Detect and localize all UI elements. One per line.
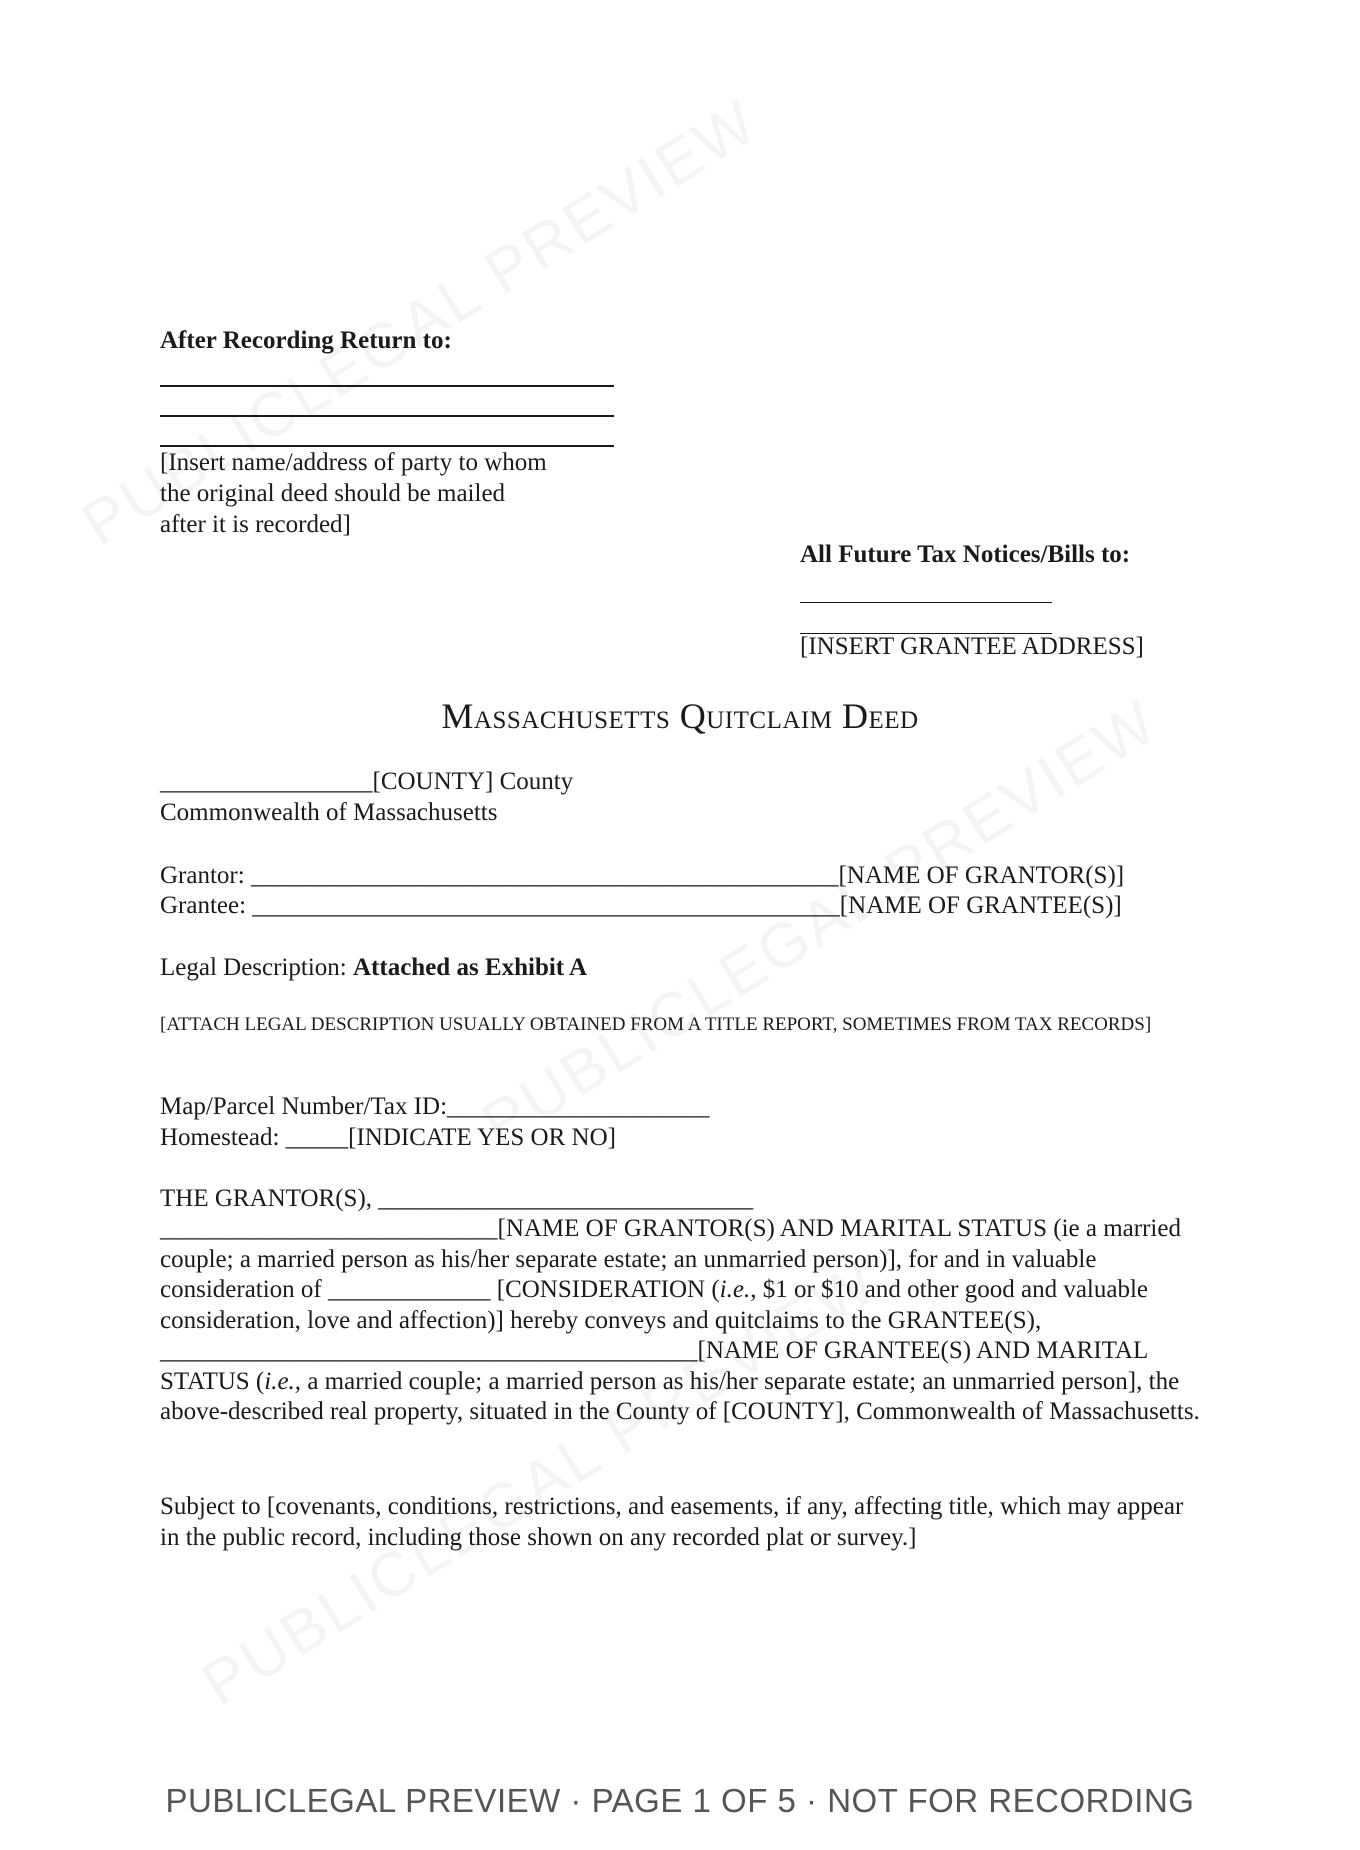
blank-line [160,385,614,387]
return-instruction-line: [Insert name/address of party to whom [160,449,547,476]
blank-line [160,445,614,447]
conveyance-paragraph [160,1214,1200,1428]
legal-description [160,953,587,983]
legal-description-label: Legal Description: [160,954,353,981]
conveyance-text: , $1 or $10 and other good and valuable consideration, love and affection)] hereby conveys and quitclaims to the GRANTEE(S), ___________________________________________[NAME OF GRANTEE(S) AND MARITAL STATUS ( [160,1276,1149,1395]
homestead-line: Homestead: _____[INDICATE YES OR NO] [160,1124,616,1151]
return-instruction-line: after it is recorded] [160,511,351,538]
conveyance-ie: i.e., [264,1367,302,1395]
watermark [470,686,1171,1160]
grantee-line: Grantee: _______________________________________________[NAME OF GRANTEE(S)] [160,892,1122,919]
document-title: Massachusetts Quitclaim Deed [441,696,919,736]
subject-to-paragraph: Subject to [covenants, conditions, restrictions, and easements, if any, affecting title, which may appear in the public record, including those shown on any recorded plat or survey.] [160,1493,1184,1551]
grantor-line: Grantor: _______________________________________________[NAME OF GRANTOR(S)] [160,862,1125,889]
map-parcel-line: Map/Parcel Number/Tax ID:_____________________ [160,1093,710,1120]
return-instruction-line: the original deed should be mailed [160,480,506,507]
blank-line [800,602,1052,603]
legal-description-note: [ATTACH LEGAL DESCRIPTION USUALLY OBTAINED FROM A TITLE REPORT, SOMETIMES FROM TAX RECORDS] [160,1014,1152,1035]
tax-notices-heading: All Future Tax Notices/Bills to: [800,541,1131,568]
conveyance-text: ___________________________[NAME OF GRANTOR(S) AND MARITAL STATUS (ie a married couple; a married person as his/her separate estate; an unmarried person)], for and in valuable consideration of _____________ [CONSIDERATION ( [160,1215,1181,1303]
return-heading: After Recording Return to: [160,327,452,354]
grantee-address-placeholder: [INSERT GRANTEE ADDRESS] [800,633,1144,660]
blank-line [160,415,614,417]
legal-description-value: Attached as Exhibit A [353,954,588,981]
preview-footer: PUBLICLEGAL PREVIEW · PAGE 1 OF 5 · NOT FOR RECORDING [165,1782,1195,1819]
conveyance-opening: THE GRANTOR(S), ______________________________ [160,1185,754,1212]
conveyance-text: a married couple; a married person as his/her separate estate; an unmarried person], the above-described real property, situated in the County of [COUNTY], Commonwealth of Massachusetts. [160,1367,1200,1425]
conveyance-ie: i.e. [719,1276,751,1303]
commonwealth-line: Commonwealth of Massachusetts [160,799,498,826]
county-line: _________________[COUNTY] County [160,768,574,795]
